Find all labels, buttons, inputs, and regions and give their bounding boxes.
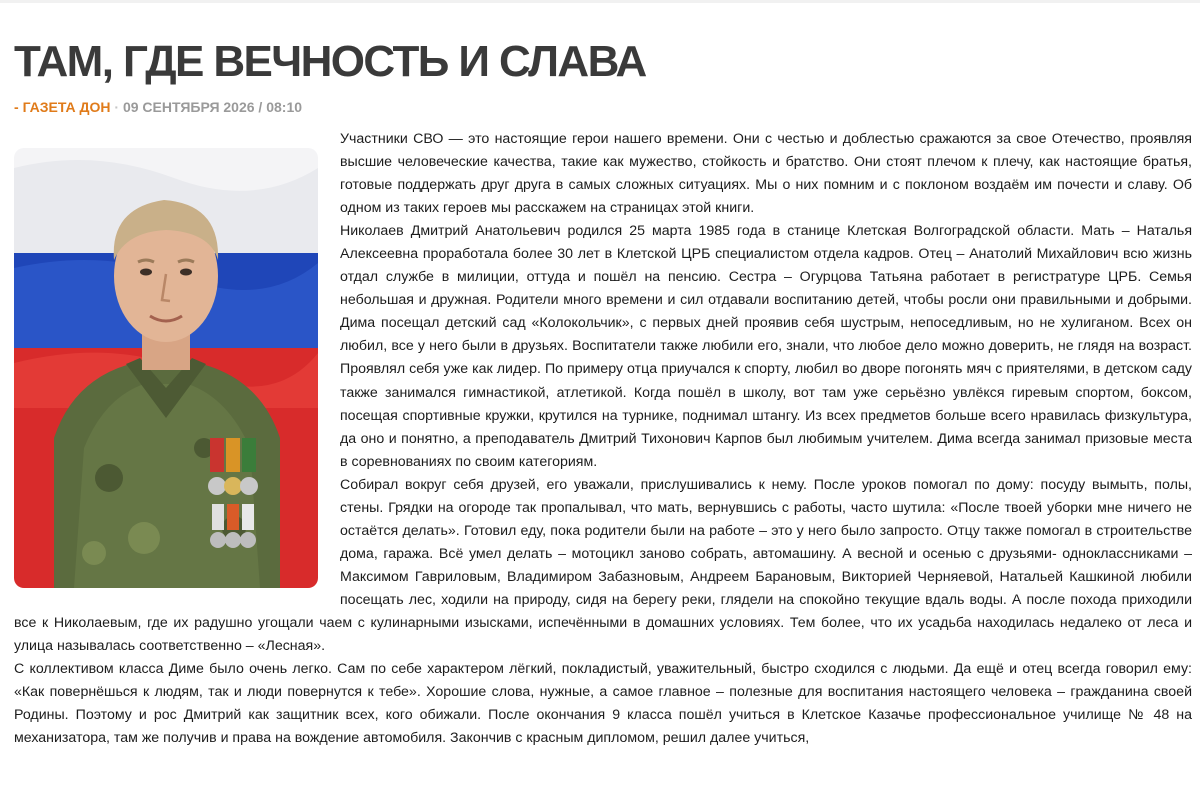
paragraph: Участники СВО — это настоящие герои нашего времени. Они с честью и доблестью сражаются за свое Отечество, проявляя высшие человеческие качества, такие как мужество, стойкость и братство. Они стоят плечом к плечу, как настоящие братья, готовые поддержать друг друга в самых сложных ситуациях. Мы о них помним и с поклоном воздаём им почести и славу. Об одном из таких героев мы расскажем на страницах этой книги. [340,131,1192,217]
paragraph: С коллективом класса Диме было очень легко. Сам по себе характером лёгкий, покладистый, уважительный, быстро сходился с людьми. Да ещё и отец всегда говорил ему: «Как повернёшься к людям, так и люди повернутся к тебе». Хорошие слова, нужные, а самое главное – полезные для воспитания настоящего человека – гражданина своей Родины. Поэтому и рос Дмитрий как защитник всех, кого обижали. После окончания 9 класса пошёл учиться в Клетское Казачье профессиональное училище № 48 на механизатора, там же получив и права на вождение автомобиля. Закончив с красным дипломом, решил далее учиться, [14,661,1192,747]
portrait-photo [14,148,318,588]
article [14,0,1192,750]
article-meta [14,98,1192,116]
article-title: ТАМ, ГДЕ ВЕЧНОСТЬ И СЛАВА [14,37,646,86]
source-link[interactable]: ГАЗЕТА ДОН [22,99,111,115]
publish-date: 09 СЕНТЯБРЯ 2026 / 08:10 [122,99,303,115]
portrait-photo-icon [14,148,318,588]
paragraph: Собирал вокруг себя друзей, его уважали, прислушивались к нему. После уроков помогал по дому: посуду вымыть, полы, стены. Грядки на огороде так пропалывал, что мать, вернувшись с работы, часто шутила: «После твоей уборки мне ничего не остаётся делать». Готовил еду, пока родители были на работе – это у него было запросто. Отцу также помогал в строительстве дома, гаража. Всё умел делать – мотоцикл заново собрать, автомашину. А весной и осенью с друзьями- одноклассниками – Максимом Гавриловым, Владимиром Забазновым, Андреем Барановым, Викторией Черняевой, Натальей Кашкиной любили посещать лес, ходили на природу, сидя на берегу реки, глядели на спокойно текущие вдаль воды. А после похода приходили все к Николаевым, где их радушно угощали чаем с кулинарными изысками, испечёнными в домашних условиях. Тем более, что их усадьба находилась недалеко от леса и улица называлась соответственно – «Лесная». [14,476,1192,655]
meta-dash: - [14,99,19,115]
meta-separator: · [114,99,120,115]
paragraph: Николаев Дмитрий Анатольевич родился 25 марта 1985 года в станице Клетская Волгоградской области. Мать – Наталья Алексеевна проработала более 30 лет в Клетской ЦРБ специалистом отдела кадров. Отец – Анатолий Михайлович всю жизнь отдал службе в милиции, оттуда и пошёл на пенсию. Сестра – Огурцова Татьяна работает в регистратуре ЦРБ. Семья небольшая и дружная. Родители много времени и сил отдавали воспитанию детей, чтобы росли они правильными и добрыми. Дима посещал детский сад «Колокольчик», с первых дней проявив себя шустрым, непоседливым, но не хулиганом. Всех он любил, все у него были в друзьях. Воспитатели также любили его, знали, что любое дело можно доверить, не глядя на возраст. Проявлял себя уже как лидер. По примеру отца приучался к спорту, любил во дворе погонять мяч с приятелями, в детском саду также занимался гимнастикой, атлетикой. Когда пошёл в школу, вот там уже серьёзно увлёкся гиревым спортом, боксом, посещая спортивные кружки, крутился на турнике, поднимал штангу. Из всех предметов больше всего нравилась физкультура, да оно и понятно, а преподаватель Дмитрий Тихонович Карпов был любимым учителем. Дима всегда занимал призовые места в соревнованиях по своим категориям. [340,223,1192,470]
article-body [14,128,1192,750]
